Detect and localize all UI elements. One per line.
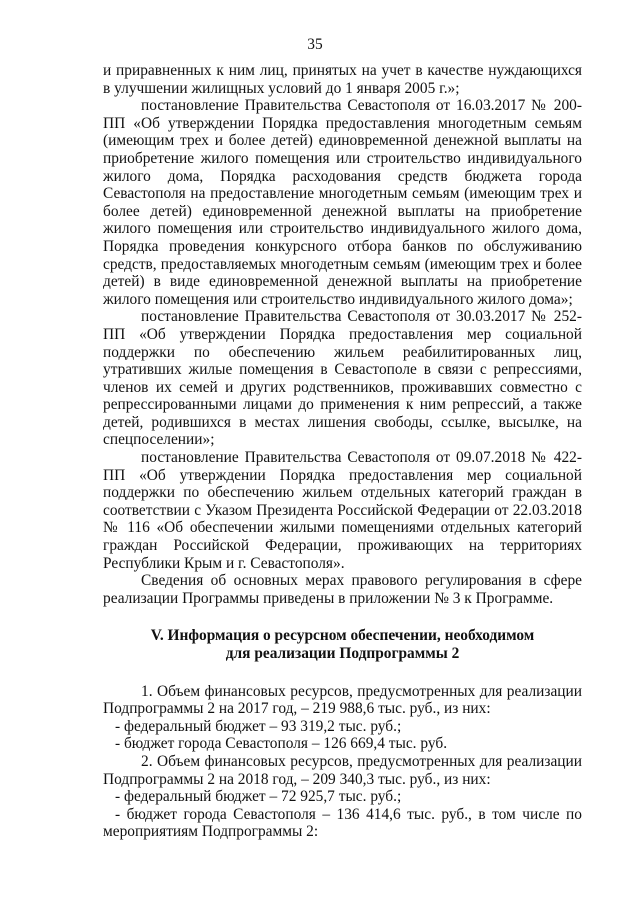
paragraph: Сведения об основных мерах правового регулирования в сфере реализации Программы приведены в приложении № 3 к Программе. bbox=[103, 572, 582, 607]
paragraph: постановление Правительства Севастополя от 16.03.2017 № 200-ПП «Об утверждении Порядка предоставления многодетным семьям (имеющим трех и более детей) единовременной денежной выплаты на приобретение жилого помещения или строительство индивидуального жилого дома, Порядка расходования средств бюджета города Севастополя на предоставление многодетным семьям (имеющим трех и более детей) единовременной денежной выплаты на приобретение жилого помещения или строительство индивидуального жилого дома, Порядка проведения конкурсного отбора банков по обслуживанию средств, предоставляемых многодетным семьям (имеющим трех и более детей) в виде единовременной денежной выплаты на приобретение жилого помещения или строительство индивидуального жилого дома»; bbox=[103, 97, 582, 308]
paragraph: постановление Правительства Севастополя от 30.03.2017 № 252-ПП «Об утверждении Порядка предоставления мер социальной поддержки по обеспечению жильем реабилитированных лиц, утративших жилые помещения в Севастополе в связи с репрессиями, членов их семей и других родственников, проживавших совместно с репрессированными лицами до применения к ним репрессий, а также детей, родившихся в местах лишения свободы, ссылке, высылке, на спецпоселении»; bbox=[103, 308, 582, 449]
section-heading bbox=[103, 627, 582, 662]
document-body bbox=[103, 62, 582, 841]
list-item: 1. Объем финансовых ресурсов, предусмотренных для реализации Подпрограммы 2 на 2017 год, – 219 988,6 тыс. руб., из них: bbox=[103, 682, 582, 718]
section-heading-line: V. Информация о ресурсном обеспечении, необходимом bbox=[150, 627, 535, 645]
paragraph: и приравненных к ним лиц, принятых на учет в качестве нуждающихся в улучшении жилищных условий до 1 января 2005 г.»; bbox=[103, 62, 582, 97]
page-number: 35 bbox=[307, 36, 323, 53]
list-item: - бюджет города Севастополя – 126 669,4 тыс. руб. bbox=[115, 735, 448, 753]
paragraph: постановление Правительства Севастополя от 09.07.2018 № 422-ПП «Об утверждении Порядка предоставления мер социальной поддержки по обеспечению жильем отдельных категорий граждан в соответствии с Указом Президента Российской Федерации от 22.03.2018 № 116 «Об обеспечении жилыми помещениями отдельных категорий граждан Российской Федерации, проживающих на территориях Республики Крым и г. Севастополя». bbox=[103, 449, 582, 572]
list-item: - бюджет города Севастополя – 136 414,6 тыс. руб., в том числе по мероприятиям Подпрограммы 2: bbox=[103, 805, 582, 841]
list-item: - федеральный бюджет – 72 925,7 тыс. руб.; bbox=[115, 788, 402, 806]
section-heading-line: для реализации Подпрограммы 2 bbox=[225, 645, 460, 662]
list-item: 2. Объем финансовых ресурсов, предусмотренных для реализации Подпрограммы 2 на 2018 год, – 209 340,3 тыс. руб., из них: bbox=[103, 752, 582, 788]
list-item: - федеральный бюджет – 93 319,2 тыс. руб.; bbox=[115, 717, 402, 735]
